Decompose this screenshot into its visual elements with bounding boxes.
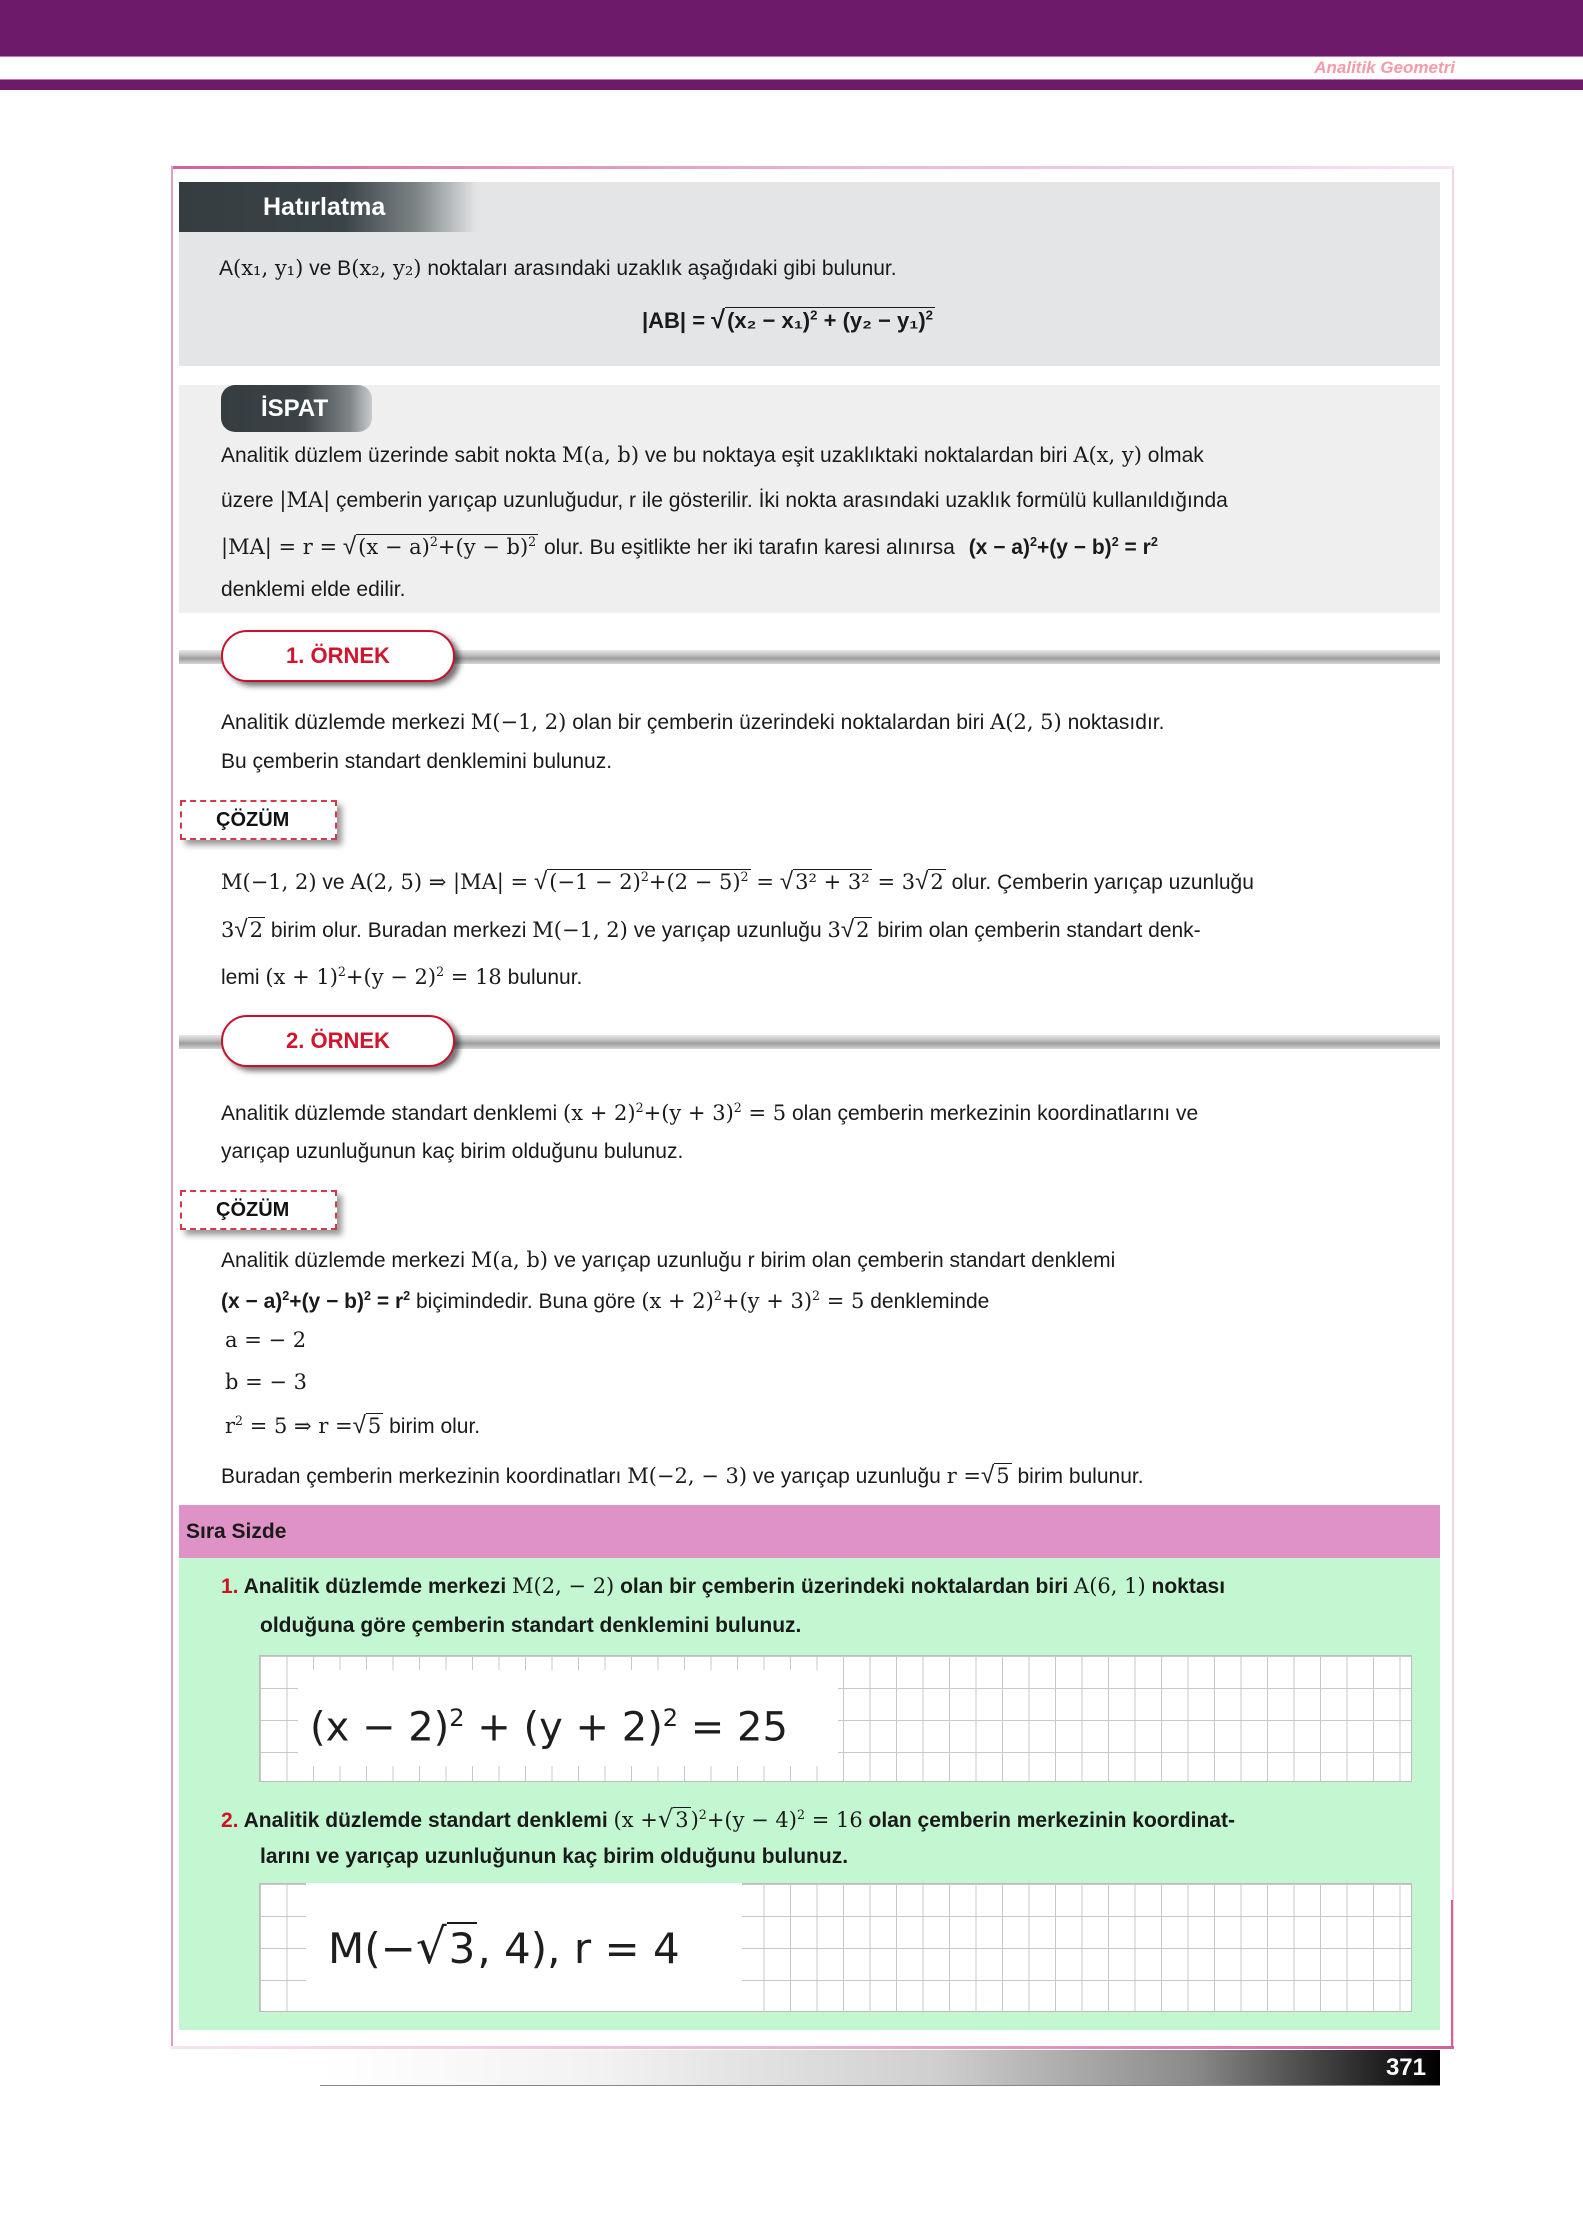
- answer-1: $(x - 2)^2 + (y + 2)^2 = 25$: [298, 1670, 838, 1766]
- page-number: 371: [1385, 2054, 1426, 2081]
- frame-bottom-border: [171, 2046, 1454, 2049]
- example-1-question-line-2: Bu çemberin standart denklemini bulunuz.: [221, 750, 613, 773]
- example-2-solution-badge: ÇÖZÜM: [180, 1190, 337, 1230]
- frame-left-border: [171, 166, 173, 2048]
- reminder-title: Hatırlatma: [179, 182, 477, 232]
- example-2-solution-a: a = − 2: [225, 1328, 307, 1352]
- header-band: [0, 0, 1583, 57]
- example-1-solution-line-3: lemi $(x + 1)^2+(y - 2)^2 = 18$ bulunur.: [221, 964, 583, 989]
- proof-line-4: denklemi elde edilir.: [221, 578, 406, 601]
- example-2-question-line-1: Analitik düzlemde standart denklemi $(x + 2)^2+(y + 3)^2 = 5$ olan çemberin merkezinin koordinatlarını ve: [221, 1100, 1199, 1125]
- example-1-badge: 1. ÖRNEK: [221, 630, 455, 682]
- example-2-solution-r: $r^2 = 5$ ⇒ r =√5 birim olur.: [225, 1412, 481, 1439]
- page-number-bar: [320, 2050, 1440, 2086]
- header-sub-band: [0, 79, 1583, 90]
- chapter-title: Analitik Geometri: [1314, 58, 1455, 77]
- proof-line-2: üzere |MA| çemberin yarıçap uzunluğudur, r ile gösterilir. İki nokta arasındaki uzaklık formülü kullanıldığında: [221, 488, 1228, 512]
- example-2-badge: 2. ÖRNEK: [221, 1015, 455, 1067]
- practice-question-2-line-2: larını ve yarıçap uzunluğunun kaç birim olduğunu bulunuz.: [260, 1845, 849, 1868]
- practice-question-1-line-1: 1. Analitik düzlemde merkezi M(2, − 2) olan bir çemberin üzerindeki noktalardan biri A(6, 1) noktası: [221, 1574, 1226, 1598]
- example-2-solution-line-2: $(x - a)^2+(y - b)^2 = r^2$ biçimindedir. Buna göre $(x + 2)^2+(y + 3)^2 = 5$ denkleminde: [221, 1288, 990, 1313]
- frame-top-border: [171, 166, 1454, 169]
- example-2-solution-b: b = − 3: [225, 1370, 308, 1394]
- example-1-question-line-1: Analitik düzlemde merkezi M(−1, 2) olan bir çemberin üzerindeki noktalardan biri A(2, 5) noktasıdır.: [221, 710, 1165, 734]
- practice-question-1-line-2: olduğuna göre çemberin standart denklemini bulunuz.: [260, 1614, 802, 1637]
- proof-title: İSPAT: [221, 385, 372, 432]
- example-2-solution-line-1: Analitik düzlemde merkezi M(a, b) ve yarıçap uzunluğu r birim olan çemberin standart denklemi: [221, 1248, 1116, 1272]
- proof-line-3: $|MA| = r = √(x - a)^2+(y - b)^2$ olur. Bu eşitlikte her iki tarafın karesi alınırsa $(x - a)^2+(y - b)^2 = r^2$: [221, 533, 1158, 560]
- frame-right-border: [1451, 1900, 1453, 2048]
- example-1-solution-line-2: 3√2 birim olur. Buradan merkezi M(−1, 2) ve yarıçap uzunluğu 3√2 birim olan çemberin standart denk-: [221, 916, 1201, 943]
- example-2-solution-conclusion: Buradan çemberin merkezinin koordinatları M(−2, − 3) ve yarıçap uzunluğu r =√5 birim bulunur.: [221, 1462, 1144, 1489]
- practice-question-2-line-1: 2. Analitik düzlemde standart denklemi $(x +√3)^2+(y - 4)^2 = 16$ olan çemberin merkezinin koordinat-: [221, 1805, 1235, 1833]
- example-1-solution-line-1: M(−1, 2) ve A(2, 5) ⇒ $|MA| = √(-1 - 2)^2+(2 - 5)^2 = √3^2 + 3^2 = 3√2$ olur. Çemberin yarıçap uzunluğu: [221, 868, 1254, 895]
- example-2-question-line-2: yarıçap uzunluğunun kaç birim olduğunu bulunuz.: [221, 1140, 684, 1163]
- reminder-line: A(x₁, y₁) ve B(x₂, y₂) noktaları arasındaki uzaklık aşağıdaki gibi bulunur.: [219, 256, 897, 280]
- example-1-solution-badge: ÇÖZÜM: [180, 800, 337, 840]
- proof-line-1: Analitik düzlem üzerinde sabit nokta M(a, b) ve bu noktaya eşit uzaklıktaki noktalardan biri A(x, y) olmak: [221, 443, 1204, 467]
- practice-title: Sıra Sizde: [179, 1505, 1440, 1558]
- answer-2: M(−√3, 4), r = 4: [306, 1883, 742, 2011]
- distance-formula: $|AB| = √(x_2 - x_1)^2 + (y_2 - y_1)^2$: [642, 306, 934, 334]
